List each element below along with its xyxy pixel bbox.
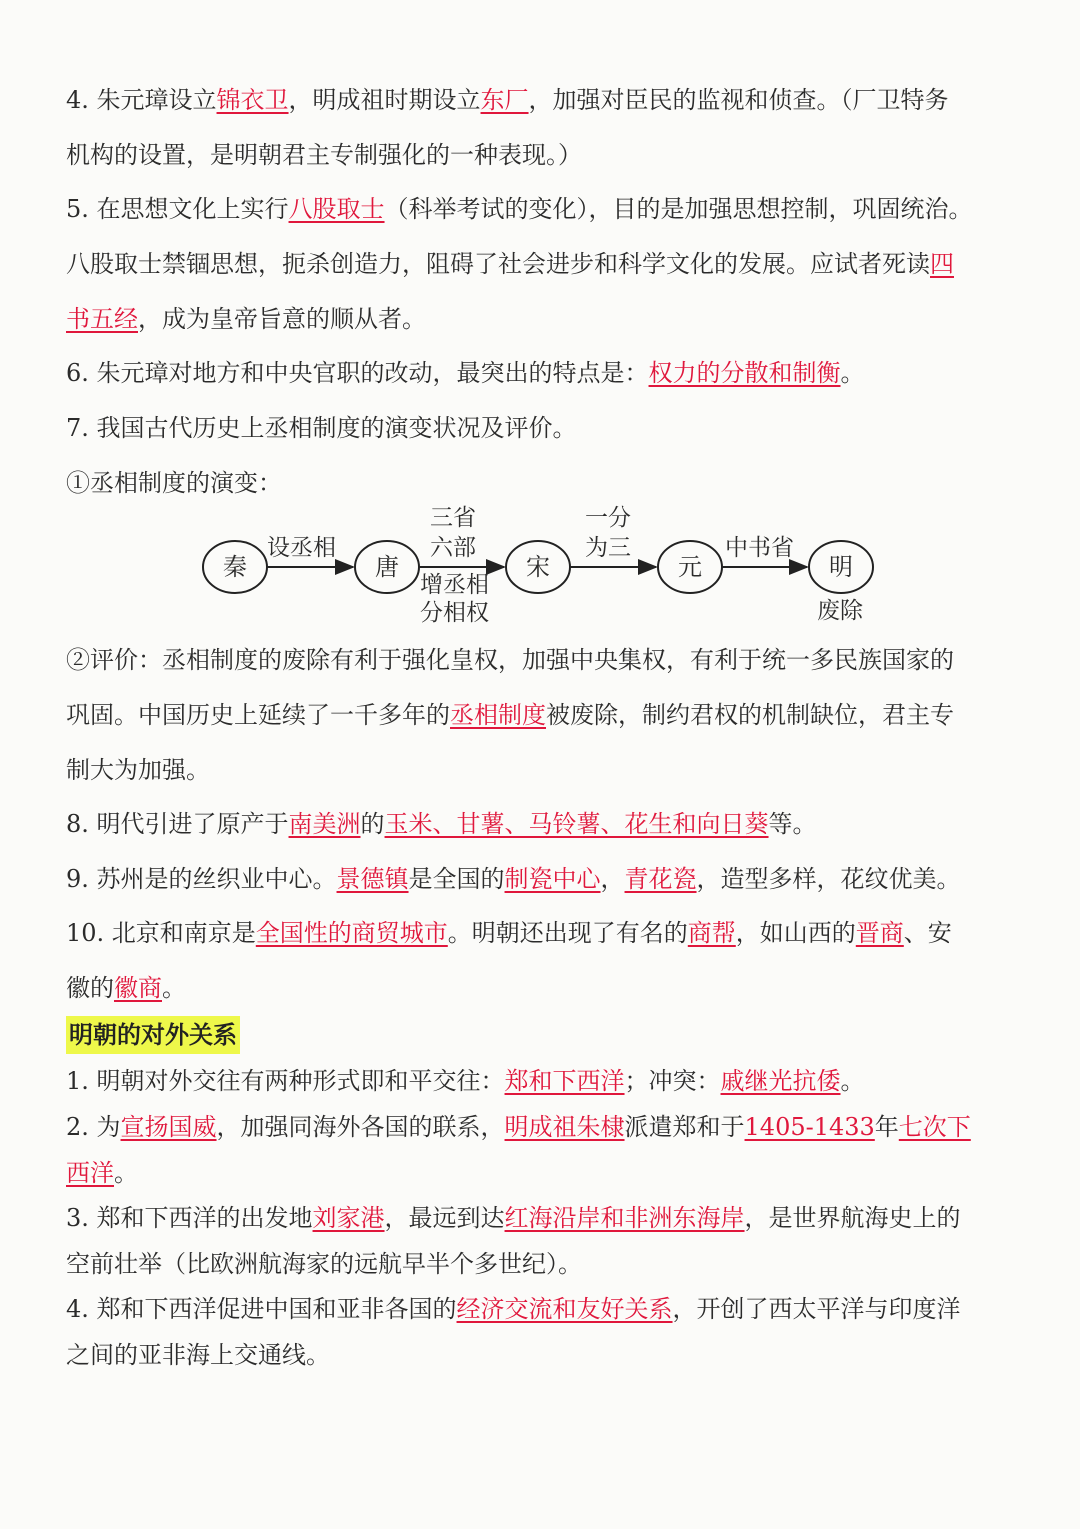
- text: 被废除，制约君权的机制缺位，君主专: [546, 701, 954, 729]
- evaluation: [66, 633, 1018, 798]
- key-term: 玉米、甘薯、马铃薯、花生和向日葵: [384, 810, 769, 838]
- text: 徽的: [66, 974, 114, 1002]
- edge-label-split: 一分: [585, 505, 631, 531]
- text: 的: [360, 810, 385, 838]
- text: 8. 明代引进了原产于: [66, 810, 289, 838]
- key-term: 宣扬国威: [120, 1113, 217, 1141]
- text: 5. 在思想文化上实行: [66, 195, 289, 223]
- text: 机构的设置，是明朝君主专制强化的一种表现。）: [66, 141, 582, 169]
- text: ，加强对臣民的监视和侦查。（厂卫特务: [528, 86, 949, 114]
- key-term: 景德镇: [336, 865, 409, 893]
- key-term: 红海沿岸和非洲东海岸: [504, 1204, 745, 1232]
- text: 年: [874, 1113, 899, 1141]
- text: 。: [840, 359, 865, 387]
- node-label-song: 宋: [526, 553, 550, 581]
- key-term: 锦衣卫: [216, 86, 289, 114]
- text: 6. 朱元璋对地方和中央官职的改动，最突出的特点是：: [66, 359, 649, 387]
- edge-label-secretariat: 中书省: [725, 535, 794, 561]
- key-term: 经济交流和友好关系: [456, 1295, 673, 1323]
- key-term: 书五经: [66, 305, 138, 333]
- text: 9. 苏州是的丝织业中心。: [66, 865, 337, 893]
- label-abolished: 废除: [817, 598, 863, 624]
- edge-label-six-ministries: 六部: [430, 535, 476, 561]
- text: ；冲突：: [624, 1067, 721, 1095]
- text: （科举考试的变化），目的是加强思想控制，巩固统治。: [384, 195, 973, 223]
- item-4-line-1: [66, 73, 1018, 128]
- text: 。: [162, 974, 186, 1002]
- node-label-ming: 明: [829, 553, 853, 581]
- key-term: 制瓷中心: [504, 865, 601, 893]
- key-term: 七次下: [898, 1113, 971, 1141]
- key-term: 南美洲: [288, 810, 361, 838]
- item-8: [66, 797, 1018, 852]
- evolution-subtitle: ①丞相制度的演变：: [66, 469, 282, 497]
- text: 。明朝还出现了有名的: [447, 919, 688, 947]
- text: 空前壮举（比欧洲航海家的远航早半个多世纪）。: [66, 1250, 582, 1278]
- key-term: 戚继光抗倭: [720, 1067, 841, 1095]
- text: 4. 郑和下西洋促进中国和亚非各国的: [66, 1295, 457, 1323]
- key-term: 全国性的商贸城市: [255, 919, 448, 947]
- key-term: 权力的分散和制衡: [648, 359, 841, 387]
- item-5-line-3: [66, 292, 1018, 347]
- text: ②评价：丞相制度的废除有利于强化皇权，加强中央集权，有利于统一多民族国家的: [66, 646, 954, 674]
- key-term: 明成祖朱棣: [504, 1113, 625, 1141]
- text: 等。: [768, 810, 817, 838]
- key-term: 郑和下西洋: [504, 1067, 625, 1095]
- key-term: 商帮: [687, 919, 736, 947]
- text: ，造型多样，花纹优美。: [696, 865, 961, 893]
- item-5-line-1: [66, 182, 1018, 237]
- edge-label-into-three: 为三: [585, 535, 631, 561]
- text: 10. 北京和南京是: [66, 919, 256, 947]
- item-6: [66, 346, 1018, 401]
- text: 2. 为: [66, 1113, 121, 1141]
- item-9: [66, 852, 1018, 907]
- text: ，成为皇帝旨意的顺从者。: [138, 305, 426, 333]
- key-term: 四: [930, 250, 954, 278]
- key-term: 西洋: [66, 1159, 114, 1187]
- text: ，是世界航海史上的: [744, 1204, 961, 1232]
- item-4: [66, 73, 1018, 183]
- key-term: 丞相制度: [450, 701, 546, 729]
- item-5-line-2: [66, 237, 1018, 292]
- relation-item-4: [66, 1286, 1018, 1378]
- key-term: 徽商: [114, 974, 162, 1002]
- edge-label-divide-power: 分相权: [420, 600, 489, 626]
- relation-item-1: [66, 1058, 1018, 1104]
- item-7: [66, 401, 1018, 511]
- edge-label-set-chancellor: 设丞相: [267, 535, 336, 561]
- text: ，如山西的: [735, 919, 856, 947]
- text: ，开创了西太平洋与印度洋: [672, 1295, 961, 1323]
- text: 3. 郑和下西洋的出发地: [66, 1204, 313, 1232]
- item-4-line-2: [66, 128, 1018, 183]
- text: ，: [600, 865, 625, 893]
- text: 制大为加强。: [66, 756, 210, 784]
- relation-item-3: [66, 1195, 1018, 1287]
- key-term: 青花瓷: [624, 865, 697, 893]
- text: 是全国的: [408, 865, 505, 893]
- key-term: 刘家港: [312, 1204, 385, 1232]
- text: 。: [840, 1067, 865, 1095]
- section-heading: 明朝的对外关系: [66, 1016, 240, 1054]
- key-term: 晋商: [855, 919, 904, 947]
- item-7-title: 7. 我国古代历史上丞相制度的演变状况及评价。: [66, 414, 577, 442]
- relation-item-2: [66, 1104, 1018, 1196]
- key-term: 东厂: [480, 86, 529, 114]
- text: 4. 朱元璋设立: [66, 86, 217, 114]
- text: 巩固。中国历史上延续了一千多年的: [66, 701, 450, 729]
- text: 1. 明朝对外交往有两种形式即和平交往：: [66, 1067, 505, 1095]
- text: 之间的亚非海上交通线。: [66, 1341, 330, 1369]
- text: 八股取士禁锢思想，扼杀创造力，阻碍了社会进步和科学文化的发展。应试者死读: [66, 250, 930, 278]
- text: ，加强同海外各国的联系，: [216, 1113, 505, 1141]
- text: 、安: [903, 919, 952, 947]
- edge-label-add-chancellors: 增丞相: [420, 572, 489, 598]
- key-term: 1405-1433: [744, 1113, 875, 1141]
- item-5: [66, 182, 1018, 347]
- text: 。: [114, 1159, 138, 1187]
- node-label-tang: 唐: [375, 553, 399, 581]
- chancellor-system-diagram: [195, 500, 895, 630]
- text: ，明成祖时期设立: [288, 86, 481, 114]
- text: ，最远到达: [384, 1204, 505, 1232]
- edge-label-three-departments: 三省: [430, 505, 476, 531]
- key-term: 八股取士: [288, 195, 385, 223]
- node-label-yuan: 元: [678, 553, 702, 581]
- text: 派遣郑和于: [624, 1113, 745, 1141]
- node-label-qin: 秦: [223, 553, 247, 581]
- item-10: [66, 906, 1018, 1016]
